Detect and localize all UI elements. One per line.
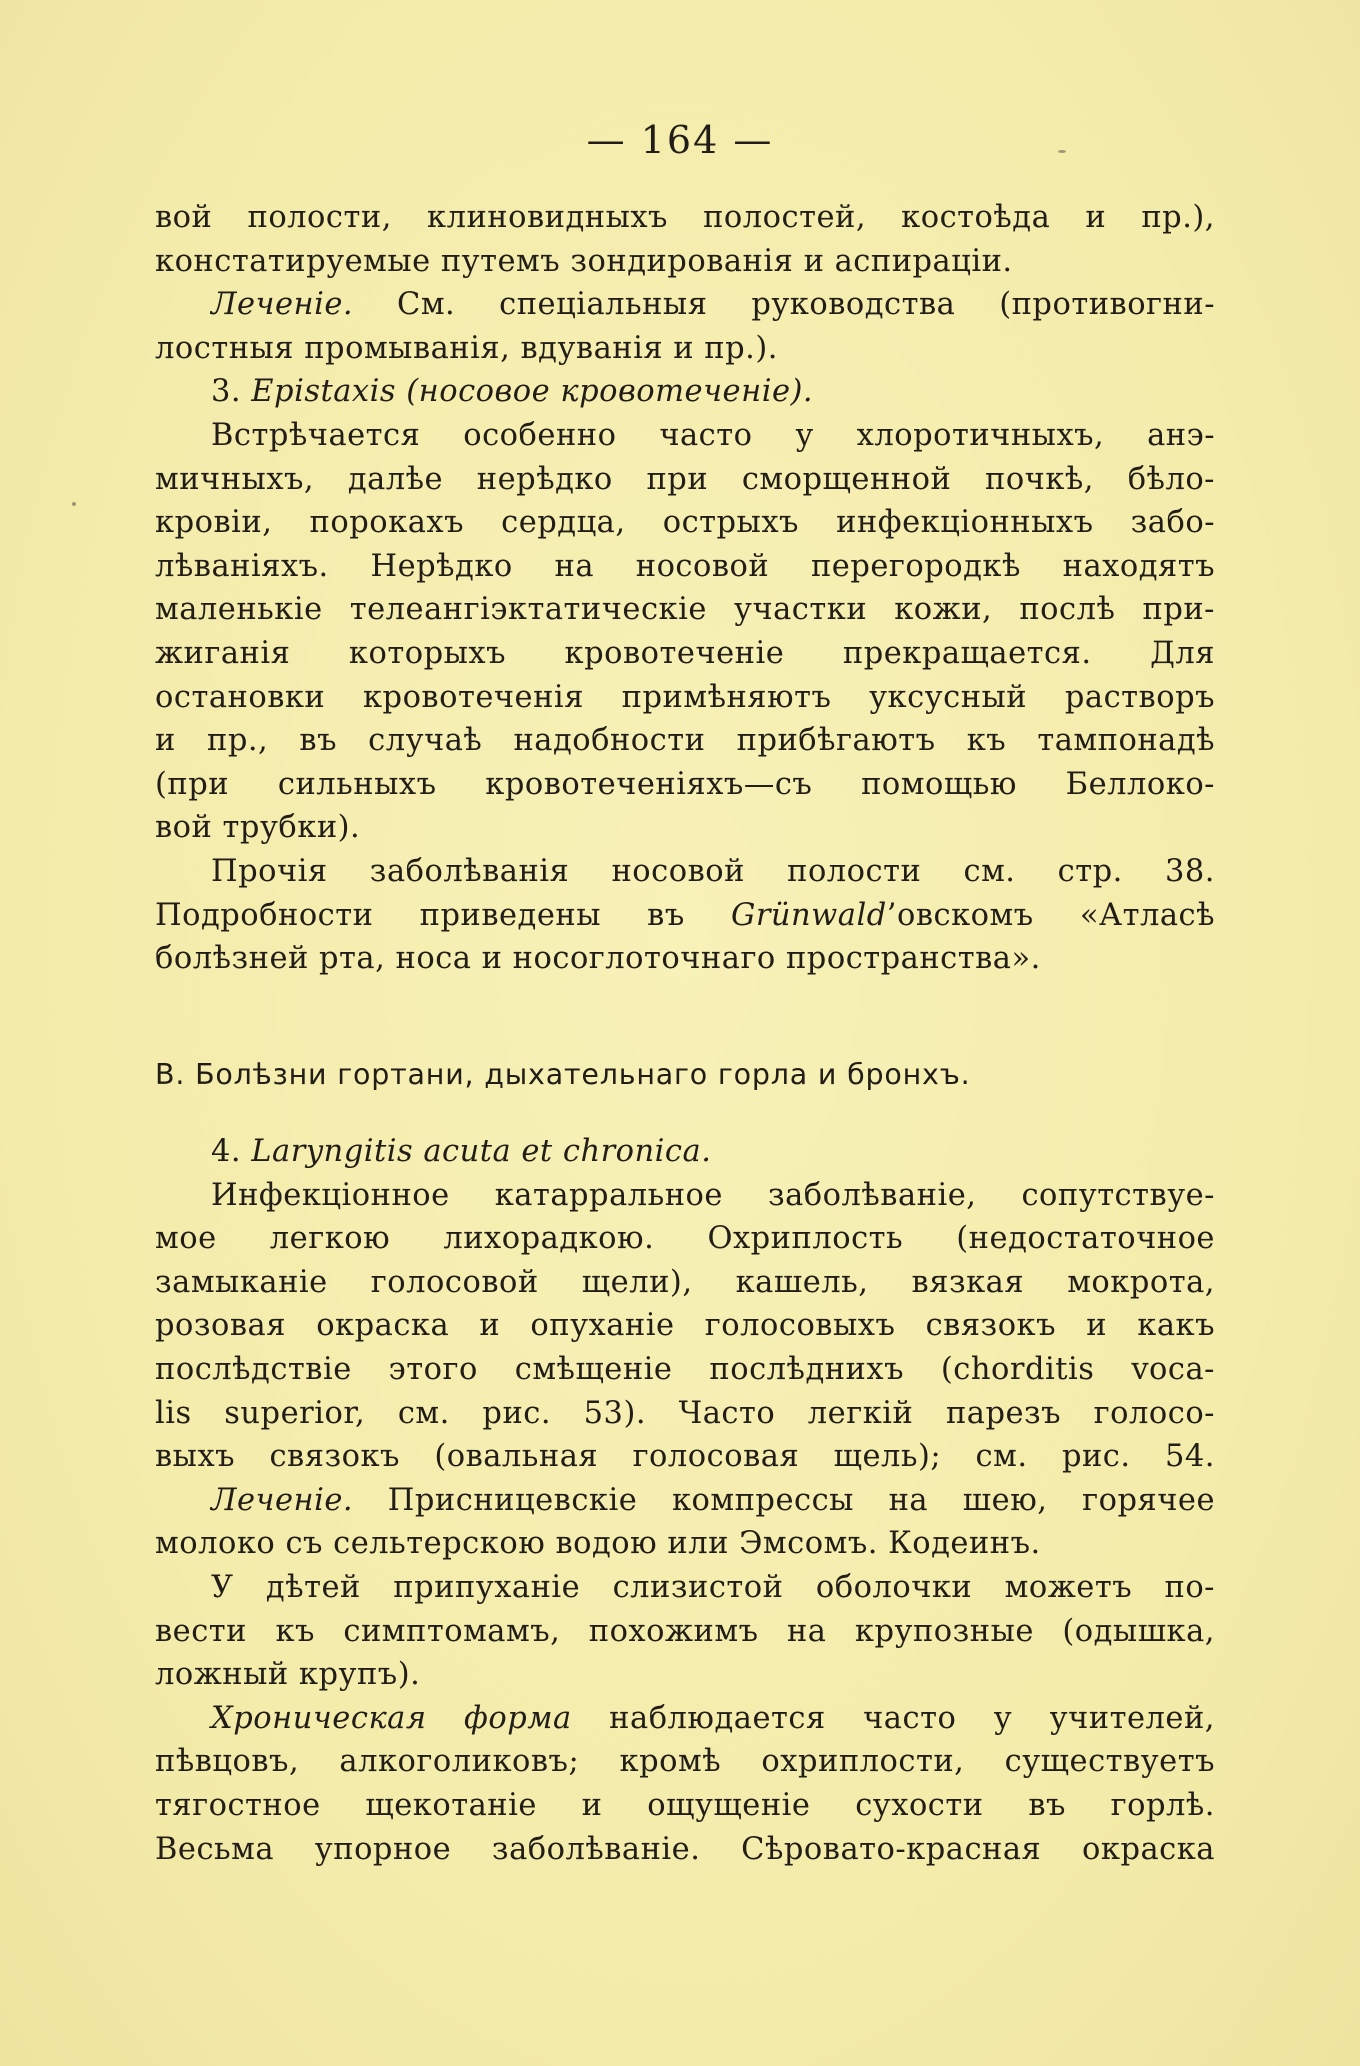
text-line [155,1566,1215,1610]
text-line [155,1784,1215,1828]
italic-name: Grünwald [730,897,887,933]
italic-term: Хроническая форма [211,1700,572,1736]
text-line [155,588,1215,632]
line-text: lis superior, см. рис. 53). Часто легкій парезъ голосо- [155,1395,1215,1431]
line-text: вой трубки). [155,810,361,846]
line-text: кровіи, порокахъ сердца, острыхъ инфекціонныхъ забо- [155,505,1215,541]
line-text: мичныхъ, далѣе нерѣдко при сморщенной почкѣ, бѣло- [155,461,1215,497]
text-line [155,327,1215,371]
italic-term: Леченіе. [211,287,354,323]
line-text: Присницевскіе компрессы на шею, горячее [353,1482,1215,1518]
text-line [155,894,1215,938]
line-text: тягостное щекотаніе и ощущеніе сухости въ горлѣ. [155,1787,1215,1823]
text-line [155,719,1215,763]
line-text: наблюдается часто у учителей, [571,1700,1215,1736]
text-line [155,240,1215,284]
text-line [155,1392,1215,1436]
line-text: выхъ связокъ (овальная голосовая щель); см. рис. 54. [155,1439,1215,1475]
paper-speck [1058,150,1066,153]
paper-speck [72,502,76,506]
line-text: остановки кровотеченія примѣняютъ уксусный растворъ [155,679,1215,715]
text-line [155,1653,1215,1697]
text-line [155,283,1215,327]
text-line [155,632,1215,676]
line-text: вести къ симптомамъ, похожимъ на крупозные (одышка, [155,1613,1215,1649]
text-line [155,1348,1215,1392]
line-text: розовая окраска и опуханіе голосовыхъ связокъ и какъ [155,1308,1215,1344]
text-line [155,545,1215,589]
italic-title: Epistaxis (носовое кровотеченіе). [251,374,814,410]
line-text: пѣвцовъ, алкоголиковъ; кромѣ охриплости, существуетъ [155,1744,1215,1780]
text-line [155,501,1215,545]
italic-title: Laryngitis acuta et chronica. [251,1134,712,1169]
line-text: замыканіе голосовой щели), кашель, вязкая мокрота, [155,1264,1215,1300]
line-text: лѣваніяхъ. Нерѣдко на носовой перегородкѣ находятъ [155,548,1215,584]
text-line [155,1522,1215,1566]
line-text: лостныя промыванія, вдуванія и пр.). [155,330,778,366]
line-text: мое легкою лихорадкою. Охриплость (недостаточное [155,1221,1215,1257]
text-line [155,1828,1215,1872]
line-text: и пр., въ случаѣ надобности прибѣгаютъ къ тампонадѣ [155,723,1215,759]
text-line [155,1740,1215,1784]
line-text: Инфекціонное катарральное заболѣваніе, сопутствуе- [211,1177,1215,1213]
line-text: См. спеціальныя руководства (противогни- [353,287,1215,323]
text-line [155,937,1215,981]
line-text: ложный крупъ). [155,1657,421,1693]
line-text: Весьма упорное заболѣваніе. Сѣровато-красная окраска [155,1831,1215,1867]
line-text: послѣдствіе этого смѣщеніе послѣднихъ (chorditis voca- [155,1351,1215,1387]
text-line [155,850,1215,894]
line-text: Встрѣчается особенно часто у хлоротичныхъ, анэ- [211,417,1215,453]
text-line [155,1697,1215,1741]
line-text: (при сильныхъ кровотеченіяхъ—съ помощью Беллоко- [155,766,1215,802]
text-line [155,414,1215,458]
text-block-larynx [155,1130,1215,1871]
line-text: 3. [211,374,252,410]
text-line [155,1435,1215,1479]
italic-term: Леченіе. [211,1482,354,1518]
text-line [155,1610,1215,1654]
line-text: 4. [211,1134,252,1169]
text-line [155,1304,1215,1348]
text-line [155,1261,1215,1305]
line-text: молоко съ сельтерскою водою или Эмсомъ. Кодеинъ. [155,1526,1041,1562]
section-heading: B. Болѣзни гортани, дыхательнаго горла и бронхъ. [155,1058,971,1091]
text-line [155,806,1215,850]
text-line [155,1174,1215,1218]
text-line [155,1217,1215,1261]
text-line [155,458,1215,502]
line-text: маленькіе телеангіэктатическіе участки кожи, послѣ при- [155,592,1215,628]
line-text: болѣзней рта, носа и носоглоточнаго пространства». [155,941,1041,977]
line-text: Подробности приведены въ [155,897,731,933]
text-line [155,763,1215,807]
text-line [155,1479,1215,1523]
line-text: У дѣтей припуханіе слизистой оболочки можетъ по- [211,1569,1215,1605]
line-text: жиганія которыхъ кровотеченіе прекращается. Для [155,635,1215,671]
line-text: констатируемые путемъ зондированія и аспираціи. [155,243,1013,279]
page-number: — 164 — [586,118,774,162]
text-line [155,676,1215,720]
text-line [155,370,1215,414]
line-text: Прочія заболѣванія носовой полости см. стр. 38. [211,853,1215,889]
text-block-nose [155,196,1215,981]
text-line [155,196,1215,240]
line-text: вой полости, клиновидныхъ полостей, костоѣда и пр.), [155,200,1215,235]
line-text-after: ’овскомъ «Атласѣ [886,897,1215,933]
text-line [155,1130,1215,1174]
